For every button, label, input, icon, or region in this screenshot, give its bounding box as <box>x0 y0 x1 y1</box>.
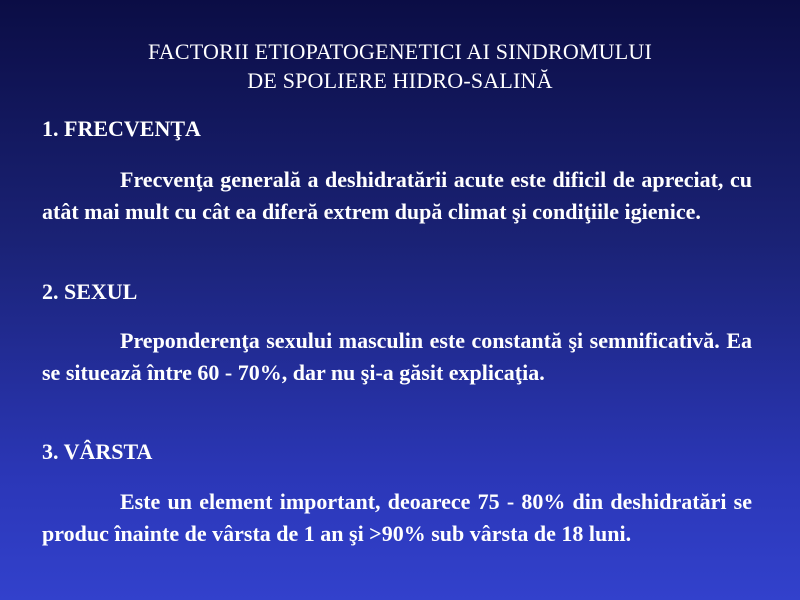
section-heading-varsta: 3. VÂRSTA <box>42 439 153 464</box>
section-heading-frecventa: 1. FRECVENŢA <box>42 116 201 141</box>
section-text-varsta: Este un element important, deoarece 75 - 80% din deshidratări se produc înainte de vârsta de 1 an şi >90% sub vârsta de 18 luni. <box>42 489 752 546</box>
section-text-sexul: Preponderenţa sexului masculin este constantă şi semnificativă. Ea se situează între 60 - 70%, dar nu şi-a găsit explicaţia. <box>42 328 752 385</box>
section-heading-sexul: 2. SEXUL <box>42 279 138 304</box>
slide-title-line-2: DE SPOLIERE HIDRO-SALINĂ <box>247 68 553 93</box>
slide-title-line-1: FACTORII ETIOPATOGENETICI AI SINDROMULUI <box>147 39 653 64</box>
section-text-frecventa: Frecvenţa generală a deshidratării acute este dificil de apreciat, cu atât mai mult cu cât ea diferă extrem după climat şi condiţiile igienice. <box>42 167 752 224</box>
slide-title <box>40 37 760 95</box>
